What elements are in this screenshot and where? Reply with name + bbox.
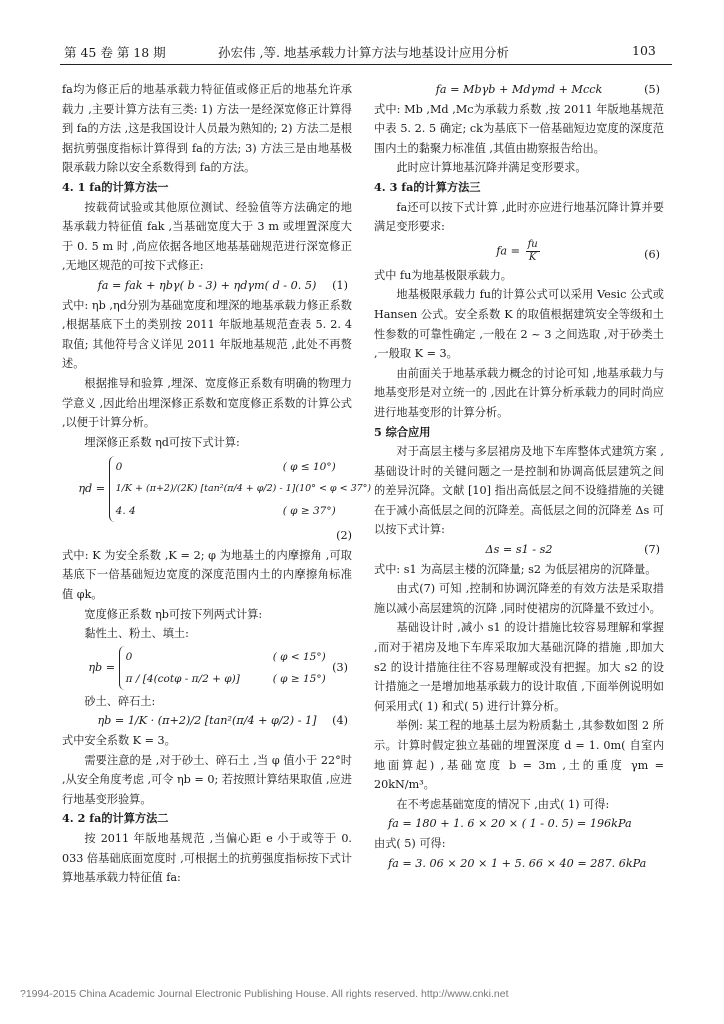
paragraph: 需要注意的是 ,对于砂土、碎石土 ,当 φ 值小于 22°时 ,从安全角度考虑 ,可令 ηb = 0; 若按照计算结果取值 ,应进行地基变形验算。 [62, 753, 352, 806]
paragraph: 由式( 5) 可得: [374, 836, 446, 850]
paragraph: 地基极限承载力 fu的计算公式可以采用 Vesic 公式或 Hansen 公式。安全系数 K 的取值根据建筑安全等级和土性参数的可靠性确定 ,一般在 2 ~ 3 之间选取 ,对于砂类土 ,一般取 K = 3。 [374, 288, 664, 361]
paragraph: 式中: ηb ,ηd分别为基础宽度和埋深的地基承载力修正系数 ,根据基底下土的类别按 2011 年版地基规范查表 5. 2. 4 取值; 其他符号含义详见 2011 年版地基规范 ,此处不再赘述。 [62, 298, 352, 371]
paragraph: 式中 fu为地基极限承载力。 [374, 268, 512, 282]
equation-number: (3) [332, 660, 348, 674]
calculation-line: fa = 3. 06 × 20 × 1 + 5. 66 × 40 = 287. 6kPa [388, 856, 647, 870]
equation-7 [374, 540, 664, 560]
equation-1 [62, 276, 352, 296]
paragraph: fa还可以按下式计算 ,此时亦应进行地基沉降计算并要满足变形要求: [374, 200, 664, 234]
equation-lhs: ηb = [88, 661, 116, 675]
equation-body: fa = fak + ηbγ( b - 3) + ηdγm( d - 0. 5) [97, 278, 317, 292]
equation-6 [374, 237, 664, 266]
paragraph: 按 2011 年版地基规范 ,当偏心距 e 小于或等于 0. 033 倍基础底面宽度时 ,可根据土的抗剪强度指标按下式计算地基承载力特征值 fa: [62, 832, 352, 885]
equation-4 [62, 711, 352, 731]
paragraph: 式中: s1 为高层主楼的沉降量; s2 为低层裙房的沉降量。 [374, 562, 657, 576]
copyright-footer: ?1994-2015 China Academic Journal Electronic Publishing House. All rights reserved. http://www.cnki.net [20, 988, 509, 1000]
paragraph: 式中安全系数 K = 3。 [62, 734, 176, 748]
case-condition: (10° < φ < 37°) [295, 483, 372, 495]
fraction-numerator: fu [527, 238, 538, 250]
equation-lhs: ηd = [78, 482, 106, 496]
equation-number: (4) [332, 714, 348, 728]
page-number: 103 [632, 43, 656, 58]
journal-issue: 第 45 卷 第 18 期 [64, 45, 166, 60]
header-rule [60, 64, 672, 65]
equation-number: (2) [336, 529, 352, 543]
paragraph: 在不考虑基础宽度的情况下 ,由式( 1) 可得: [396, 797, 610, 811]
paragraph: 由前面关于地基承载力概念的讨论可知 ,地基承载力与地基变形是对立统一的 ,因此在计算分析承载力的同时尚应进行地基变形的计算分析。 [374, 366, 664, 419]
equation-number: (6) [644, 247, 660, 261]
section-heading-4-1: 4. 1 fa的计算方法一 [62, 179, 169, 194]
running-header [0, 0, 724, 70]
equation-lhs: fa = [496, 244, 521, 258]
paragraph: 举例: 某工程的地基土层为粉质黏土 ,其参数如图 2 所示。计算时假定独立基础的埋置深度 d = 1. 0m( 自室内地面算起) ,基础宽度 b = 3m ,土的重度 γm = 20kN/m³。 [374, 719, 664, 792]
case-value: 4. 4 [115, 505, 136, 518]
soil-type-label: 砂土、碎石土: [84, 694, 156, 708]
equation-5 [374, 80, 664, 100]
paragraph: 由式(7) 可知 ,控制和协调沉降差的有效方法是采取措施以减小高层建筑的沉降 ,同时使裙房的沉降量不致过小。 [374, 582, 664, 615]
equation-number: (1) [332, 278, 348, 292]
case-value: 0 [125, 650, 133, 663]
paragraph: 此时应计算地基沉降并满足变形要求。 [396, 161, 587, 175]
case-condition: ( φ ≤ 10°) [282, 461, 336, 474]
equation-2 [62, 452, 372, 526]
soil-type-label: 黏性土、粉土、填土: [84, 627, 189, 641]
right-column [374, 80, 664, 873]
paragraph: 根据推导和验算 ,埋深、宽度修正系数有明确的物理力学意义 ,因此给出埋深修正系数和宽度修正系数的计算公式 ,以便于计算分析。 [62, 376, 352, 430]
paragraph: 基础设计时 ,减小 s1 的设计措施比较容易理解和掌握 ,而对于裙房及地下车库采取加大基础沉降的措施 ,即加大 s2 的设计措施往往不容易理解或没有把握。加大 s2 的设计措施之一是增加地基承载力的设计取值 ,下面举例说明如何采用式( 1) 和式( 5) 进行计算分析。 [374, 621, 664, 713]
equation-number: (5) [644, 83, 660, 96]
left-column [62, 80, 372, 888]
paragraph: fa均为修正后的地基承载力特征值或修正后的地基允许承载力 ,主要计算方法有三类: 1) 方法一是经深宽修正计算得到 fa的方法 ,这是我国设计人员最为熟知的; 2) 方法二是根据抗剪强度指标计算得到 fa的方法; 3) 方法三是由地基极限承载力除以安全系数得到 fa的方法。 [62, 83, 352, 175]
case-condition: ( φ < 15°) [272, 650, 326, 663]
equation-body: Δs = s1 - s2 [485, 543, 553, 557]
case-condition: ( φ ≥ 15°) [272, 672, 326, 685]
paragraph: 式中: K 为安全系数 ,K = 2; φ 为地基土的内摩擦角 ,可取基底下一倍基础短边宽度的深度范围内土的内摩擦角标准值 φk。 [62, 548, 352, 602]
section-heading-4-2: 4. 2 fa的计算方法二 [62, 811, 169, 826]
equation-3 [62, 644, 352, 692]
paragraph: 宽度修正系数 ηb可按下列两式计算: [84, 607, 263, 621]
section-heading-5: 5 综合应用 [374, 424, 431, 439]
calculation-line: fa = 180 + 1. 6 × 20 × ( 1 - 0. 5) = 196kPa [388, 817, 632, 831]
paragraph: 埋深修正系数 ηd可按下式计算: [84, 435, 240, 449]
paragraph: 按载荷试验或其他原位测试、经验值等方法确定的地基承载力特征值 fak ,当基础宽度大于 3 m 或埋置深度大于 0. 5 m 时 ,尚应依据各地区地基基础规范进行深宽修正 ,无地区规范的可按下式修正: [62, 200, 352, 273]
equation-number: (7) [644, 543, 660, 557]
section-heading-4-3: 4. 3 fa的计算方法三 [374, 179, 481, 194]
paragraph: 式中: Mb ,Md ,Mc为承载力系数 ,按 2011 年版地基规范中表 5. 2. 5 确定; ck为基底下一倍基础短边宽度的深度范围内土的黏聚力标准值 ,其值由勘察报告给出。 [374, 102, 664, 155]
fraction-denominator: K [528, 251, 537, 263]
piecewise-cases [109, 456, 372, 522]
equation-body: ηb = 1/K · (π+2)/2 [tan²(π/4 + φ/2) - 1] [97, 714, 317, 728]
case-value: π / [4(cotφ - π/2 + φ)] [125, 672, 240, 685]
case-condition: ( φ ≥ 37°) [282, 505, 336, 518]
paragraph: 对于高层主楼与多层裙房及地下车库整体式建筑方案 ,基础设计时的关键问题之一是控制和协调高低层建筑之间的差异沉降。文献 [10] 指出高低层之间不设缝措施的关键在于减小高低层之间的沉降差。高低层之间的沉降差 Δs 可以按下式计算: [374, 445, 664, 537]
running-title: 孙宏伟 ,等. 地基承载力计算方法与地基设计应用分析 [218, 45, 509, 60]
case-value: 0 [115, 461, 123, 474]
fraction [526, 239, 540, 264]
equation-body: fa = Mbγb + Mdγmd + Mcck [435, 83, 603, 96]
case-value: 1/K + (π+2)/(2K) [tan²(π/4 + φ/2) - 1] [115, 483, 296, 495]
piecewise-cases [119, 646, 326, 690]
